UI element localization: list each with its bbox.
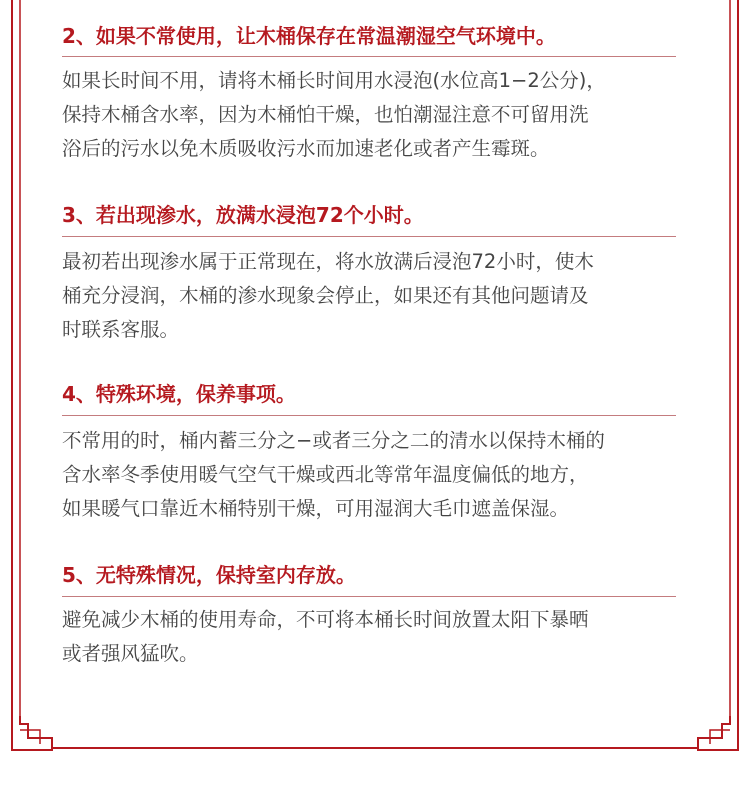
section-heading: 2、如果不常使用，让木桶保存在常温潮湿空气环境中。 [62,24,556,48]
section-divider [62,596,676,597]
section-heading: 3、若出现渗水，放满水浸泡72个小时。 [62,203,424,227]
body-line: 如果暖气口靠近木桶特别干燥，可用湿润大毛巾遮盖保湿。 [62,497,570,520]
section-body [62,424,678,526]
section-heading: 5、无特殊情况，保持室内存放。 [62,563,356,587]
body-line: 时联系客服。 [62,318,180,341]
section-body [62,603,678,671]
section-heading: 4、特殊环境，保养事项。 [62,382,296,406]
body-line: 保持木桶含水率，因为木桶怕干燥，也怕潮湿注意不可留用洗 [62,103,589,126]
body-line: 浴后的污水以免木质吸收污水而加速老化或者产生霉斑。 [62,137,550,160]
body-line: 避免减少木桶的使用寿命，不可将本桶长时间放置太阳下暴晒 [62,608,589,631]
section-4 [62,380,678,408]
body-line: 或者强风猛吹。 [62,642,199,665]
body-line: 最初若出现渗水属于正常现在，将水放满后浸泡72小时，使木 [62,250,594,273]
section-2 [62,22,678,50]
section-divider [62,56,676,57]
section-divider [62,236,676,237]
section-body [62,64,678,166]
section-3 [62,201,678,229]
body-line: 桶充分浸润，木桶的渗水现象会停止，如果还有其他问题请及 [62,284,589,307]
body-line: 不常用的时，桶内蓄三分之−或者三分之二的清水以保持木桶的 [62,429,605,452]
section-5 [62,561,678,589]
body-line: 含水率冬季使用暖气空气干燥或西北等常年温度偏低的地方， [62,463,589,486]
body-line: 如果长时间不用，请将木桶长时间用水浸泡(水位高1−2公分)， [62,69,606,92]
section-body [62,245,678,347]
section-divider [62,415,676,416]
